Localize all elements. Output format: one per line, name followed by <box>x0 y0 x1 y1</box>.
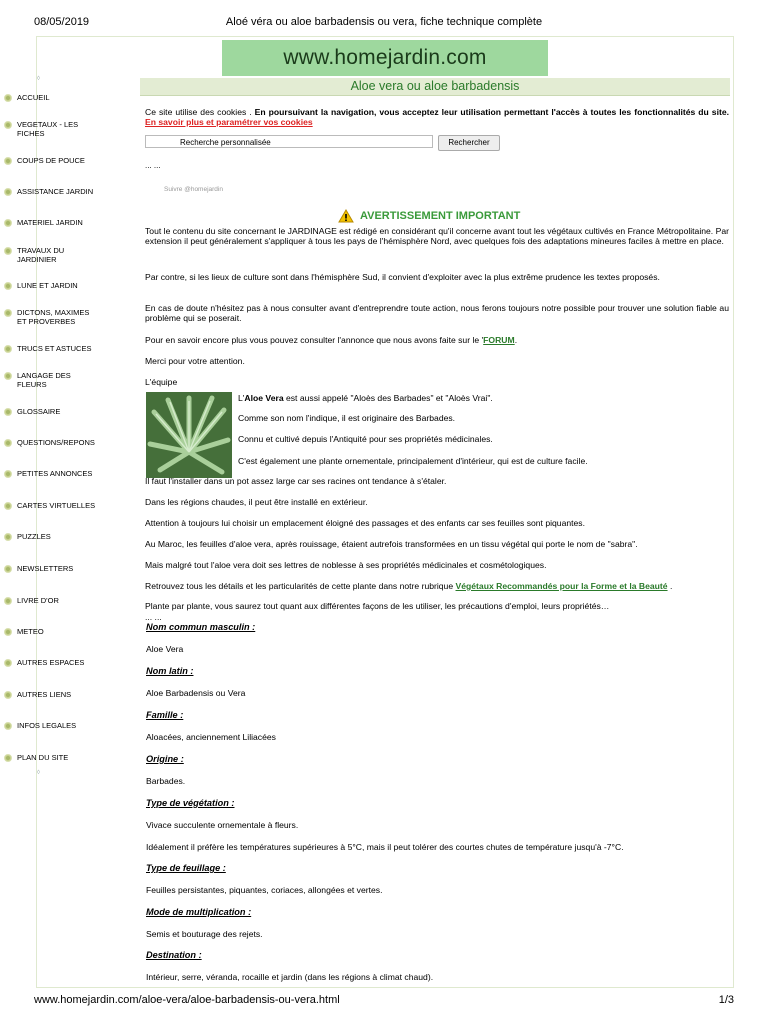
sidebar-item-label: ACCUEIL <box>17 93 50 102</box>
bullet-icon <box>4 565 12 573</box>
sidebar-item-autres-liens[interactable] <box>4 690 100 699</box>
article-line: Au Maroc, les feuilles d'aloe vera, après rouissage, étaient autrefois transformées en un tissu végétal qui porte le nom de "sabra". <box>145 539 638 549</box>
cookie-settings-link[interactable]: En savoir plus et paramétrer vos cookies <box>145 117 313 127</box>
sidebar-item-questions[interactable] <box>4 438 100 447</box>
field-value-origin: Barbades. <box>146 776 186 786</box>
sidebar-item-label: GLOSSAIRE <box>17 407 61 416</box>
field-label-family: Famille : <box>146 710 184 720</box>
sidebar-item-label: MATERIEL JARDIN <box>17 218 83 227</box>
ellipsis-text: ... ... <box>145 612 162 622</box>
bullet-icon <box>4 597 12 605</box>
recommend-end: . <box>667 581 673 591</box>
sidebar-item-label: VEGETAUX - LES FICHES <box>17 120 79 138</box>
bullet-icon <box>4 659 12 667</box>
cookie-text: En poursuivant la navigation, vous acceptez leur utilisation permettant l'accès à toutes les fonctionnalités du site. <box>254 107 729 117</box>
bullet-icon <box>4 408 12 416</box>
plant-name: Aloe Vera <box>244 393 284 403</box>
sidebar-item-travaux[interactable] <box>4 246 100 264</box>
bullet-icon <box>4 247 12 255</box>
sidebar-item-label: PETITES ANNONCES <box>17 469 93 478</box>
sidebar-item-label: PUZZLES <box>17 532 51 541</box>
field-label-origin: Origine : <box>146 754 184 764</box>
sidebar-item-langage[interactable] <box>4 371 100 389</box>
field-label-vegetation: Type de végétation : <box>146 798 235 808</box>
article-line <box>145 581 729 591</box>
sidebar-item-plan-du-site[interactable] <box>4 753 100 762</box>
sidebar-item-label: INFOS LEGALES <box>17 721 77 730</box>
intro-prefix: L' <box>238 393 245 403</box>
cookie-intro: Ce site utilise des cookies . <box>145 107 252 117</box>
article-line: Dans les régions chaudes, il peut être installé en extérieur. <box>145 497 368 507</box>
print-title: Aloé véra ou aloe barbadensis ou vera, fiche technique complète <box>225 16 543 28</box>
sidebar-item-label: COUPS DE POUCE <box>17 156 85 165</box>
bullet-icon <box>4 470 12 478</box>
forum-text: Pour en savoir encore plus vous pouvez consulter l'annonce que nous avons faite sur le ' <box>145 335 484 345</box>
sidebar-item-puzzles[interactable] <box>4 532 100 541</box>
sidebar-item-coups-de-pouce[interactable] <box>4 156 100 165</box>
article-line: Connu et cultivé depuis l'Antiquité pour ses propriétés médicinales. <box>238 434 493 444</box>
sidebar-item-label: ASSISTANCE JARDIN <box>17 187 94 196</box>
bullet-icon <box>4 121 12 129</box>
sidebar-item-lune[interactable] <box>4 281 100 290</box>
bullet-icon <box>4 282 12 290</box>
sidebar-item-label: AUTRES LIENS <box>17 690 72 699</box>
print-page-number: 1/3 <box>718 994 734 1006</box>
article-line: Comme son nom l'indique, il est originaire des Barbades. <box>238 413 456 423</box>
article-line: Attention à toujours lui choisir un emplacement éloigné des passages et des enfants car ses feuilles sont piquantes. <box>145 518 585 528</box>
sidebar-item-dictons[interactable] <box>4 308 100 326</box>
warning-header <box>338 209 520 223</box>
sidebar-item-label: AUTRES ESPACES <box>17 658 85 667</box>
sidebar-item-label: TRAVAUX DU JARDINIER <box>17 246 65 264</box>
warning-paragraph <box>145 335 729 345</box>
sidebar-item-label: QUESTIONS/REPONS <box>17 438 95 447</box>
sidebar-item-autres-espaces[interactable] <box>4 658 100 667</box>
site-banner[interactable] <box>222 40 548 76</box>
aloe-vera-photo <box>146 392 232 478</box>
recommended-plants-link[interactable]: Végétaux Recommandés pour la Forme et la Beauté <box>455 581 668 591</box>
sidebar-item-annonces[interactable] <box>4 469 100 478</box>
sidebar-item-accueil[interactable] <box>4 93 100 102</box>
bullet-icon <box>4 345 12 353</box>
sidebar-item-glossaire[interactable] <box>4 407 100 416</box>
forum-link[interactable]: FORUM <box>483 335 515 345</box>
field-value-latin-name: Aloe Barbadensis ou Vera <box>146 688 246 698</box>
field-value-vegetation-detail: Idéalement il préfère les températures supérieures à 5°C, mais il peut tolérer des courtes chutes de température jusqu'à -7°C. <box>146 842 624 852</box>
sidebar-item-label: LUNE ET JARDIN <box>17 281 78 290</box>
field-label-foliage: Type de feuillage : <box>146 863 226 873</box>
bullet-icon <box>4 628 12 636</box>
warning-paragraph: En cas de doute n'hésitez pas à nous consulter avant d'entreprendre toute action, nous ferons toujours notre possible pour trouver une solution fiable au problème qui se poserait. <box>145 303 729 324</box>
article-line: C'est également une plante ornementale, principalement d'intérieur, qui est de culture facile. <box>238 456 588 466</box>
sidebar-item-label: LANGAGE DES FLEURS <box>17 371 71 389</box>
bullet-icon <box>4 157 12 165</box>
field-value-destination: Intérieur, serre, véranda, rocaille et jardin (dans les régions à climat chaud). <box>146 972 434 982</box>
sidebar-item-label: LIVRE D'OR <box>17 596 59 605</box>
bullet-icon <box>4 188 12 196</box>
recommend-text: Retrouvez tous les détails et les particularités de cette plante dans notre rubrique <box>145 581 456 591</box>
field-label-latin-name: Nom latin : <box>146 666 194 676</box>
sidebar-item-label: CARTES VIRTUELLES <box>17 501 96 510</box>
sidebar-item-meteo[interactable] <box>4 627 100 636</box>
page-title: Aloe vera ou aloe barbadensis <box>350 79 520 93</box>
forum-end: . <box>514 335 518 345</box>
field-label-destination: Destination : <box>146 950 202 960</box>
bullet-icon <box>4 309 12 317</box>
team-signature: L'équipe <box>145 377 178 387</box>
corner-mark: ◊ <box>37 770 40 776</box>
field-value-foliage: Feuilles persistantes, piquantes, coriaces, allongées et vertes. <box>146 885 383 895</box>
sidebar-item-newsletters[interactable] <box>4 564 100 573</box>
search-button[interactable]: Rechercher <box>438 135 500 151</box>
bullet-icon <box>4 372 12 380</box>
warning-title: AVERTISSEMENT IMPORTANT <box>360 210 521 222</box>
bullet-icon <box>4 219 12 227</box>
sidebar-item-materiel[interactable] <box>4 218 100 227</box>
follow-twitter-link[interactable]: Suivre @homejardin <box>164 186 223 193</box>
sidebar-item-livre-dor[interactable] <box>4 596 100 605</box>
sidebar-item-infos-legales[interactable] <box>4 721 100 730</box>
sidebar-item-assistance[interactable] <box>4 187 100 196</box>
bullet-icon <box>4 533 12 541</box>
intro-rest: est aussi appelé "Aloès des Barbades" et "Aloès Vrai". <box>283 393 493 403</box>
thanks-text: Merci pour votre attention. <box>145 356 245 366</box>
field-label-common-name: Nom commun masculin : <box>146 622 256 632</box>
field-value-family: Aloacées, anciennement Liliacées <box>146 732 276 742</box>
bullet-icon <box>4 691 12 699</box>
sidebar-item-label: TRUCS ET ASTUCES <box>17 344 92 353</box>
field-value-vegetation: Vivace succulente ornementale à fleurs. <box>146 820 299 830</box>
sidebar-item-label: PLAN DU SITE <box>17 753 69 762</box>
field-value-multiplication: Semis et bouturage des rejets. <box>146 929 263 939</box>
site-logo-text[interactable]: www.homejardin.com <box>283 46 487 69</box>
corner-mark: ◊ <box>37 76 40 82</box>
cookie-notice <box>145 107 729 127</box>
ellipsis-text: ... ... <box>145 161 161 170</box>
field-value-common-name: Aloe Vera <box>146 644 184 654</box>
print-date: 08/05/2019 <box>34 16 90 28</box>
field-label-multiplication: Mode de multiplication : <box>146 907 252 917</box>
print-url: www.homejardin.com/aloe-vera/aloe-barbadensis-ou-vera.html <box>34 994 340 1006</box>
sidebar-item-label: DICTONS, MAXIMES ET PROVERBES <box>17 308 90 326</box>
bullet-icon <box>4 439 12 447</box>
warning-paragraph: Tout le contenu du site concernant le JARDINAGE est rédigé en considérant qu'il concerne avant tout les végétaux cultivés en France Métropolitaine. Par extension il peut généralement s'appliquer à tous les pays de l'hémisphère Nord, avec quelques fois des adaptations mineures faciles à mettre en place. <box>145 226 729 247</box>
sidebar-item-trucs[interactable] <box>4 344 100 353</box>
article-line: Mais malgré tout l'aloe vera doit ses lettres de noblesse à ses propriétés médicinales et cosmétologiques. <box>145 560 547 570</box>
article-intro <box>238 393 728 403</box>
search-input[interactable]: Recherche personnalisée <box>145 135 433 148</box>
bullet-icon <box>4 94 12 102</box>
page-heading-bar <box>140 78 730 96</box>
warning-paragraph: Par contre, si les lieux de culture sont dans l'hémisphère Sud, il convient d'exploiter avec la plus extrême prudence les textes proposés. <box>145 272 660 282</box>
warning-icon <box>338 209 354 223</box>
sidebar-item-label: NEWSLETTERS <box>17 564 74 573</box>
bullet-icon <box>4 754 12 762</box>
sidebar-item-cartes[interactable] <box>4 501 100 510</box>
article-line: Il faut l'installer dans un pot assez large car ses racines ont tendance à s'étaler. <box>145 476 447 486</box>
bullet-icon <box>4 722 12 730</box>
sidebar-item-label: METEO <box>17 627 44 636</box>
sidebar-item-vegetaux[interactable] <box>4 120 100 138</box>
bullet-icon <box>4 502 12 510</box>
article-line: Plante par plante, vous saurez tout quant aux différentes façons de les utiliser, les précautions d'emploi, leurs propriétés… <box>145 601 610 611</box>
